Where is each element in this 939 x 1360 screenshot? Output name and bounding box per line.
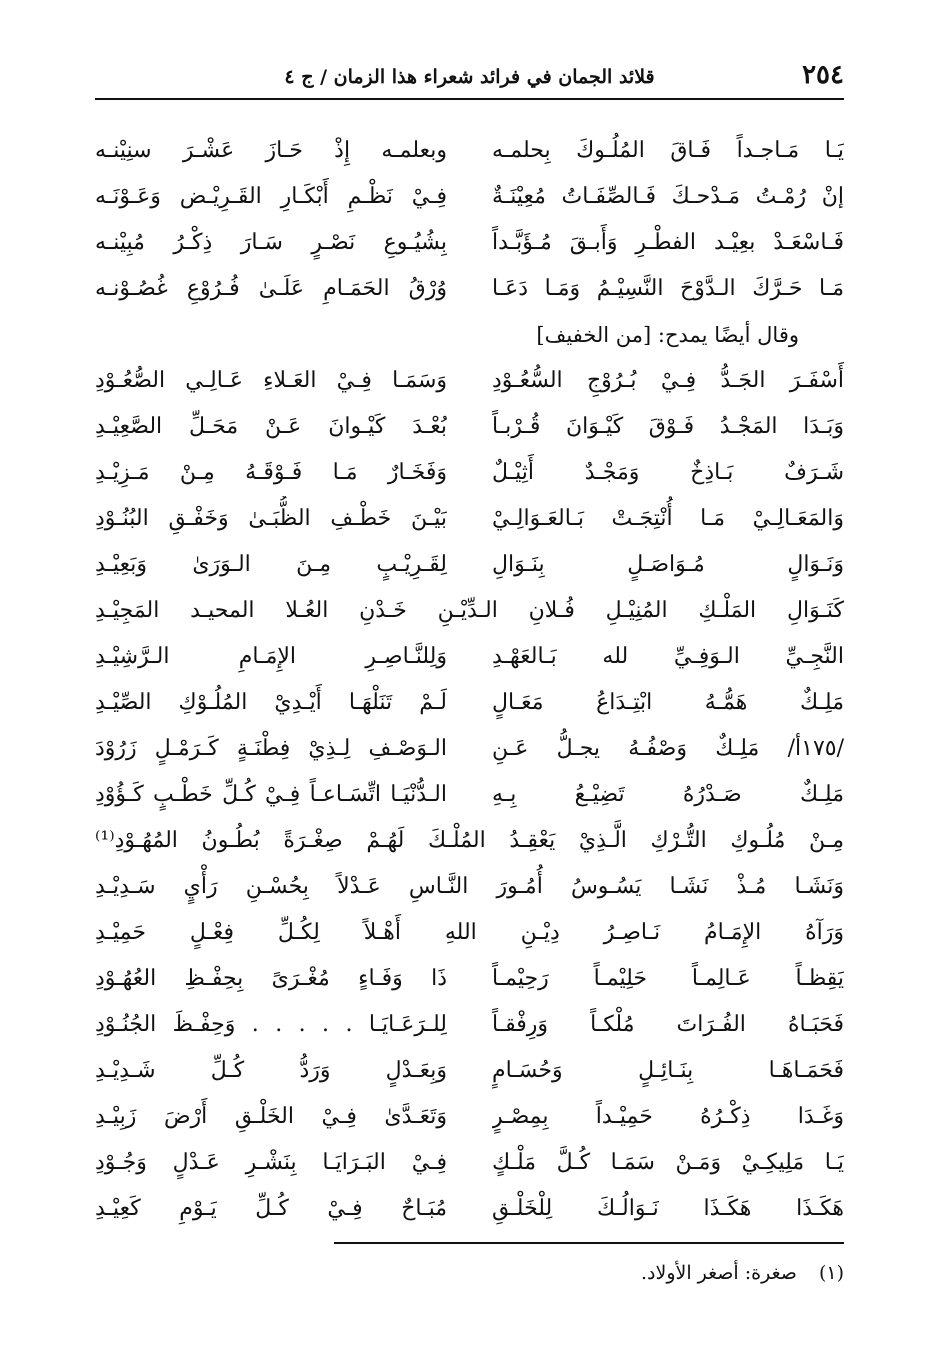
verse-second-hemistich: وَسَمَـا فِـيْ العَـلاءِ عَـالِـي الصُّعُـوْدِ	[95, 368, 447, 393]
verse-first-hemistich: أَسْفَـرَ الجَـدُّ فِـيْ بُـرُوْجِ السُّعُـوْدِ	[492, 368, 844, 393]
verse-first-hemistich: يَـا مَلِيكِـيْ وَمَـنْ سَمَـا كُـلَّ مَلْـكٍ	[492, 1150, 844, 1175]
verse-second-hemistich: الـدُّنْيَـا اتِّسَـاعـاً فِـيْ كُـلِّ خَطْـبٍ كَـؤُوْدِ	[95, 782, 447, 807]
verse-full-line: وَرَآهُ الإِمَـامُ نَـاصِـرُ دِيْـنِ اللهِ أَهْـلاً لِكُـلِّ فِعْـلٍ حَمِيْـدِ	[95, 920, 844, 945]
verse-first-hemistich: مَـا حَـرَّكَ الـدَّوْحَ النَّسِيْـمُ وَمَـا دَعَـا	[492, 276, 844, 301]
verse-full-line: كَنَـوَالِ المَلْـكِ المُنِيْـلِ فُـلانِ الـدِّيْـنِ خَـدْنِ العُـلا المحيـد المَجِيْـدِ	[95, 598, 844, 623]
running-title: قلائد الجمان في فرائد شعراء هذا الزمان / ج ٤	[284, 66, 655, 88]
poem-body	[95, 128, 844, 1232]
poem-intro: وقال أيضًا يمدح: [من الخفيف]	[536, 323, 799, 347]
page-header	[95, 58, 844, 100]
verse-line	[95, 404, 844, 450]
verse-first-hemistich: مَلِـكٌ هَمُّـهُ ابْتِـدَاعُ مَعَـالٍ	[492, 690, 844, 715]
verse-first-hemistich: مَلِـكٌ صَـدْرُهُ تَضِيْـعُ بِـهِ	[492, 782, 844, 807]
verse-first-hemistich: وَغَـدَا ذِكْـرُهُ حَمِيْـداً بِمِصْـرٍ	[492, 1104, 844, 1129]
verse-first-hemistich: النَّجِـيِّ الـوَفِـيِّ لله بَـالعَهْـدِ	[492, 644, 844, 669]
verse-first-hemistich: يَـا مَـاجـداً فَـاقَ المُلُـوكَ بِحلمـه	[492, 138, 844, 163]
verse-full-line: مِـنْ مُلُـوكِ التُّـرْكِ الَّـذِيْ يَعْقِـدُ المُلْـكَ لَهُـمْ صِغْـرَةً بُطُـونُ المُهُـوْدِ⁽¹⁾	[95, 828, 844, 853]
verse-second-hemistich: بِشُيُـوعِ نَصْـرٍ سَـارَ ذِكْـرُ مُبِيْنـه	[95, 230, 447, 255]
verse-line	[95, 174, 844, 220]
verse-line	[95, 1002, 844, 1048]
verse-line	[95, 680, 844, 726]
verse-first-hemistich: هَكَـذَا هَكَـذَا نَـوَالُـكَ لِلْخَلْـقِ	[492, 1196, 844, 1221]
verse-second-hemistich: بُعْـدَ كَيْـوانَ عَـنْ مَحَـلِّ الصَّعِيْـدِ	[95, 414, 447, 439]
verse-line	[95, 956, 844, 1002]
verse-line	[95, 450, 844, 496]
verse-line-full	[95, 588, 844, 634]
verse-first-hemistich: وَنَـوَالٍ مُـوَاصَـلٍ بِنَـوَالِ	[492, 552, 844, 577]
verse-second-hemistich: وَبِعَـدْلٍ وَرَدُّ كُـلِّ شَـدِيْـدِ	[95, 1058, 447, 1083]
verse-line	[95, 1048, 844, 1094]
footnote-text: صغرة: أصغر الأولاد.	[640, 1262, 797, 1284]
verse-line	[95, 358, 844, 404]
verse-full-line: وَنَشَـا مُـذْ نَشَـا يَسُـوسُ أُمُـورَ النَّـاسِ عَـدْلاً بِحُسْـنِ رَأْيٍ سَـدِيْـدِ	[95, 874, 844, 899]
verse-line-full	[95, 864, 844, 910]
footnote-number: (١)	[818, 1262, 844, 1284]
verse-second-hemistich: لِقَـرِيْـبٍ مِـنَ الـوَرَىٰ وَبَعِيْـدِ	[95, 552, 447, 577]
page-number: ٢٥٤	[802, 60, 844, 90]
verse-line	[95, 266, 844, 312]
verse-second-hemistich: لِلـرَعَـايَـا . . . . . وَحِفْـظَ الجُنُـوْدِ	[95, 1012, 447, 1037]
verse-line	[95, 1094, 844, 1140]
verse-first-hemistich: فَحَبَـاهُ الفُـرَاتَ مُلْكـاً وَرِفْقـاً	[492, 1012, 844, 1037]
verse-line	[95, 726, 844, 772]
verse-second-hemistich: وَفَخَـارٌ مَـا فَـوْقَـهُ مِـنْ مَـزِيْـدِ	[95, 460, 447, 485]
verse-second-hemistich: الـوَصْـفِ لِـذِيْ فِطْنَـةٍ كَـرَمْـلٍ زَرُوْدَ	[95, 736, 447, 761]
verse-second-hemistich: لَـمْ تَنَلْهَـا أَيْـدِيْ المُلُـوْكِ الصِّيْـدِ	[95, 690, 447, 715]
verse-line	[95, 772, 844, 818]
verse-line	[95, 496, 844, 542]
verse-first-hemistich: شَـرَفٌ بَـاذِخٌ وَمَجْـدٌ أَثِيْـلٌ	[492, 460, 844, 485]
verse-line	[95, 1140, 844, 1186]
verse-line	[95, 542, 844, 588]
verse-second-hemistich: وَتَعَـدَّىٰ فِـيْ الخَلْـقِ أَرْضَ زَبِيْـدِ	[95, 1104, 447, 1129]
verse-first-hemistich: فَحَمَـاهَـا بِنَـائِـلٍ وَحُسَـامٍ	[492, 1058, 844, 1083]
verse-second-hemistich: مُبَـاحٌ فِـيْ كُـلِّ يَـوْمِ كَعِيْـدِ	[95, 1196, 447, 1221]
verse-second-hemistich: فِـيْ نَظْـمِ أَبْكَـارِ القَـرِيْـض وَعَـوْنَـه	[95, 184, 447, 209]
verse-second-hemistich: ذَا وَفَـاءٍ مُغْـرَىً بِحِفْـظِ العُهُـوْدِ	[95, 966, 447, 991]
footnote-divider	[334, 1242, 844, 1244]
verse-line	[95, 634, 844, 680]
verse-second-hemistich: فِـيْ البَـرَايَـا بِنَشْـرِ عَـدْلٍ وَجُـوْدِ	[95, 1150, 447, 1175]
verse-second-hemistich: وُرْقُ الحَمَـامِ عَلَـىٰ فُـرُوْعِ غُصُـوْنـه	[95, 276, 447, 301]
verse-line	[95, 220, 844, 266]
footnote	[95, 1262, 844, 1284]
verse-second-hemistich: وَلِلنَّـاصِـرِ الإِمَـامِ الـرَّشِيْـدِ	[95, 644, 447, 669]
verse-line-full	[95, 818, 844, 864]
verse-first-hemistich: وَالمَعَـالِـيْ مَـا أُنْتِجَـتْ بَـالعَـوَالِـيْ	[492, 506, 844, 531]
verse-second-hemistich: بَيْـنَ خَطْـفِ الظُّبَـىٰ وَخَفْـقِ البُنُـوْدِ	[95, 506, 447, 531]
verse-first-hemistich: وَبَـدَا المَجْـدُ فَـوْقَ كَيْـوَانَ قُـرْبـاً	[492, 414, 844, 439]
verse-first-hemistich: يَقِظـاً عَـالِمـاً حَلِيْمـاً رَحِيْمـاً	[492, 966, 844, 991]
verse-first-hemistich: إنْ رُمْـتُ مَـدْحـكَ فَـالصِّفَـاتُ مُعِيْنَـةٌ	[492, 184, 844, 209]
verse-first-hemistich: فَـاسْعَـدْ بعِيْـد الفطْـرِ وَأَبـقَ مُـؤَبَّـداً	[492, 230, 844, 255]
verse-first-hemistich: /١٧٥أ/ مَلِـكٌ وَصْفُـهُ يجـلُّ عَـنِ	[492, 736, 844, 761]
verse-second-hemistich: وبعلمـه إِذْ حَـازَ عَشْـرَ سنِيْنـه	[95, 138, 447, 163]
verse-line-full	[95, 910, 844, 956]
verse-line	[95, 1186, 844, 1232]
verse-line	[95, 128, 844, 174]
